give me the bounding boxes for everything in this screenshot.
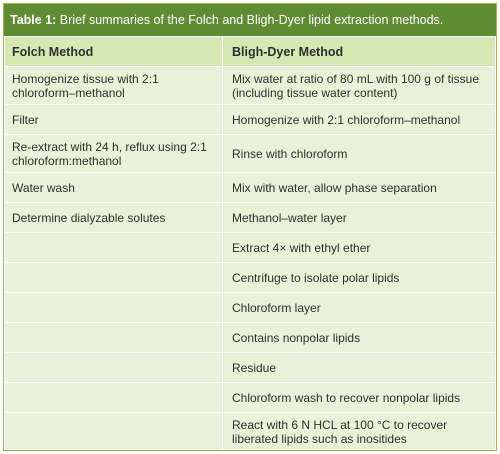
folch-cell: Re-extract with 24 h, reflux using 2:1 chloroform:methanol (5, 135, 223, 173)
table-row (5, 353, 496, 383)
folch-cell (5, 413, 223, 451)
folch-cell (5, 323, 223, 353)
table-row (5, 67, 496, 105)
bligh-dyer-cell: Extract 4× with ethyl ether (223, 233, 496, 263)
bligh-dyer-cell: Chloroform layer (223, 293, 496, 323)
folch-cell: Filter (5, 105, 223, 135)
caption-text: Brief summaries of the Folch and Bligh-Dyer lipid extraction methods. (56, 13, 444, 27)
bligh-dyer-cell: Mix with water, allow phase separation (223, 173, 496, 203)
table-caption (4, 4, 496, 36)
table-row (5, 173, 496, 203)
caption-label: Table 1: (10, 13, 57, 27)
table-row (5, 413, 496, 451)
header-row (5, 37, 496, 67)
folch-cell (5, 383, 223, 413)
header-bligh-dyer: Bligh-Dyer Method (223, 37, 496, 67)
bligh-dyer-cell: React with 6 N HCL at 100 °C to recover liberated lipids such as inositides (223, 413, 496, 451)
table-row (5, 135, 496, 173)
table-row (5, 263, 496, 293)
table-row (5, 323, 496, 353)
bligh-dyer-cell: Methanol–water layer (223, 203, 496, 233)
header-folch: Folch Method (5, 37, 223, 67)
table-row (5, 383, 496, 413)
table-row (5, 233, 496, 263)
folch-cell: Homogenize tissue with 2:1 chloroform–methanol (5, 67, 223, 105)
folch-cell (5, 353, 223, 383)
table-row (5, 293, 496, 323)
bligh-dyer-cell: Centrifuge to isolate polar lipids (223, 263, 496, 293)
table-row (5, 203, 496, 233)
folch-cell: Water wash (5, 173, 223, 203)
folch-cell: Determine dialyzable solutes (5, 203, 223, 233)
bligh-dyer-cell: Rinse with chloroform (223, 135, 496, 173)
bligh-dyer-cell: Chloroform wash to recover nonpolar lipids (223, 383, 496, 413)
bligh-dyer-cell: Residue (223, 353, 496, 383)
folch-cell (5, 263, 223, 293)
folch-cell (5, 233, 223, 263)
bligh-dyer-cell: Mix water at ratio of 80 mL with 100 g of tissue (including tissue water content) (223, 67, 496, 105)
folch-cell (5, 293, 223, 323)
table-row (5, 105, 496, 135)
bligh-dyer-cell: Homogenize with 2:1 chloroform–methanol (223, 105, 496, 135)
bligh-dyer-cell: Contains nonpolar lipids (223, 323, 496, 353)
methods-table (4, 36, 496, 451)
table-figure (3, 3, 497, 451)
